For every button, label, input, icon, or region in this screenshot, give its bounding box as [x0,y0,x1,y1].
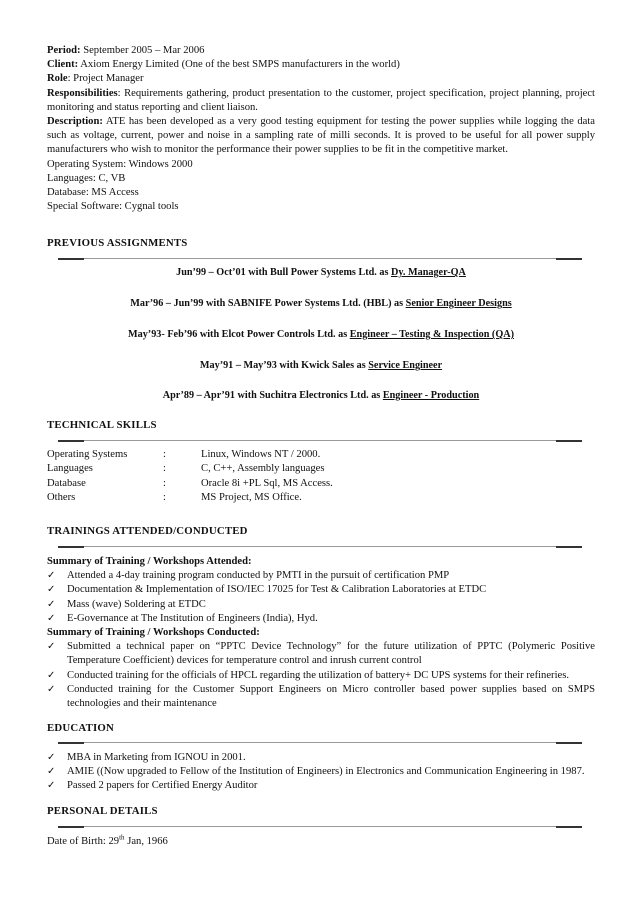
dob-prefix: Date of Birth: 29 [47,836,120,847]
skill-row [47,477,595,491]
description-value: ATE has been developed as a very good testing equipment for testing the power supplies while logging the data such as voltage, current, power and noise in a sampling rate of milli seconds. It is proved to be useful for all power supply manufacturers who wish to monitor the performance their power supplies to be fit in the competitive market. [47,116,595,156]
assignment-text: Mar’96 – Jun’99 with SABNIFE Power Systems Ltd. (HBL) as [130,298,406,309]
responsibilities-label: Responsibilities [47,87,118,99]
section-divider [58,826,582,828]
check-icon: ✓ [47,570,56,582]
assignment-role: Service Engineer [368,360,443,371]
list-item-text: Mass (wave) Soldering at ETDC [67,598,206,610]
description-label: Description: [47,116,103,128]
project-details [47,44,595,214]
client-label: Client: [47,59,79,71]
section-divider [58,742,582,744]
skill-key: Others [47,491,76,503]
personal-details-heading: PERSONAL DETAILS [47,805,158,817]
assignment-row [47,389,595,403]
skill-row [47,462,595,476]
assignment-row [47,297,595,311]
role-label: Role [47,73,68,85]
assignment-role: Engineer - Production [382,390,480,401]
date-of-birth [47,835,595,849]
section-divider [58,440,582,442]
check-icon: ✓ [47,641,56,653]
list-item [47,765,595,779]
assignment-text: May’91 – May’93 with Kwick Sales as [199,360,369,371]
technical-skills-heading: TECHNICAL SKILLS [47,419,157,431]
list-item-text: Conducted training for the officials of HPCL regarding the utilization of battery+ DC UPS systems for their refineries. [67,669,570,681]
database-line: Database: MS Access [47,187,139,199]
skill-row [47,448,595,462]
role-line [47,72,595,86]
list-item-text: Passed 2 papers for Certified Energy Auditor [67,780,258,792]
skills-table [47,448,595,505]
skill-value: MS Project, MS Office. [201,491,302,503]
software-line: Special Software: Cygnal tools [47,201,179,213]
skill-key: Operating Systems [47,449,128,460]
assignment-text: Apr’89 – Apr’91 with Suchitra Electronics Ltd. as [162,390,383,401]
assignment-role: Dy. Manager-QA [391,267,466,278]
client-value: Axiom Energy Limited (One of the best SMPS manufacturers in the world) [80,59,400,71]
list-item [47,779,595,793]
languages-line: Languages: C, VB [47,172,126,184]
check-icon: ✓ [47,766,56,778]
education-list [47,751,595,794]
attended-heading: Summary of Training / Workshops Attended: [47,556,252,567]
responsibilities-line [47,87,595,115]
check-icon: ✓ [47,584,56,596]
list-item-text: Attended a 4-day training program conducted by PMTI in the pursuit of certification PMP [67,570,450,582]
conducted-heading: Summary of Training / Workshops Conducted: [47,627,260,639]
skill-separator: : [163,477,166,489]
check-icon: ✓ [47,780,56,792]
check-icon: ✓ [47,683,56,695]
period-label: Period: [47,45,81,56]
check-icon: ✓ [47,612,56,624]
dob-suffix: Jan, 1966 [124,836,168,847]
list-item [47,598,595,612]
role-value: : Project Manager [67,73,144,85]
skill-key: Languages [47,463,93,475]
list-item-text: Conducted training for the Customer Support Engineers on Micro controller based power supplies based on SMPS technologies and their maintenance [67,683,595,710]
dob-superscript: th [119,833,125,842]
list-item [47,640,595,668]
assignment-role: Senior Engineer Designs [405,298,512,309]
assignment-row [47,328,595,342]
section-divider [58,258,582,260]
responsibilities-value: : Requirements gathering, product presentation to the customer, project specification, project planning, project monitoring and status reporting and client liaison. [47,87,595,113]
trainings-list [47,555,595,711]
list-item-text: E-Governance at The Institution of Engineers (India), Hyd. [67,612,318,624]
skill-value: Linux, Windows NT / 2000. [201,449,321,460]
client-line [47,58,595,72]
skill-value: C, C++, Assembly languages [201,463,325,475]
os-line: Operating System: Windows 2000 [47,158,193,170]
trainings-heading: TRAININGS ATTENDED/CONDUCTED [47,525,248,537]
previous-assignments-heading: PREVIOUS ASSIGNMENTS [47,237,188,249]
section-divider [58,546,582,548]
skill-row [47,491,595,505]
check-icon: ✓ [47,669,56,681]
skill-separator: : [163,449,166,460]
dob-line [47,835,595,849]
education-heading: EDUCATION [47,722,114,734]
list-item [47,612,595,626]
list-item [47,669,595,683]
period-value: September 2005 – Mar 2006 [83,45,205,56]
list-item-text: AMIE ((Now upgraded to Fellow of the Institution of Engineers) in Electronics and Communication Engineering in 1987. [67,766,585,778]
description-line [47,115,595,158]
check-icon: ✓ [47,752,56,763]
list-item-text: MBA in Marketing from IGNOU in 2001. [67,752,246,763]
skill-key: Database [47,477,86,489]
list-item [47,683,595,711]
list-item [47,751,595,765]
period-line [47,44,595,58]
list-item-text: Submitted a technical paper on “PPTC Device Technology” for the future utilization of PPTC (Polymeric Positive Temperature Coefficient) devices for temperature control and inrush current control [67,641,595,667]
assignment-text: Jun’99 – Oct’01 with Bull Power Systems Ltd. as [176,267,391,278]
assignment-row [47,359,595,373]
check-icon: ✓ [47,598,56,610]
skill-value: Oracle 8i +PL Sql, MS Access. [201,477,333,489]
skill-separator: : [163,463,166,475]
assignment-role: Engineer – Testing & Inspection (QA) [349,329,514,340]
list-item-text: Documentation & Implementation of ISO/IEC 17025 for Test & Calibration Laboratories at ETDC [67,584,487,596]
assignment-text: May’93- Feb’96 with Elcot Power Controls Ltd. as [128,329,350,340]
skill-separator: : [163,491,166,503]
list-item [47,583,595,597]
list-item [47,569,595,583]
assignment-row [47,266,595,280]
